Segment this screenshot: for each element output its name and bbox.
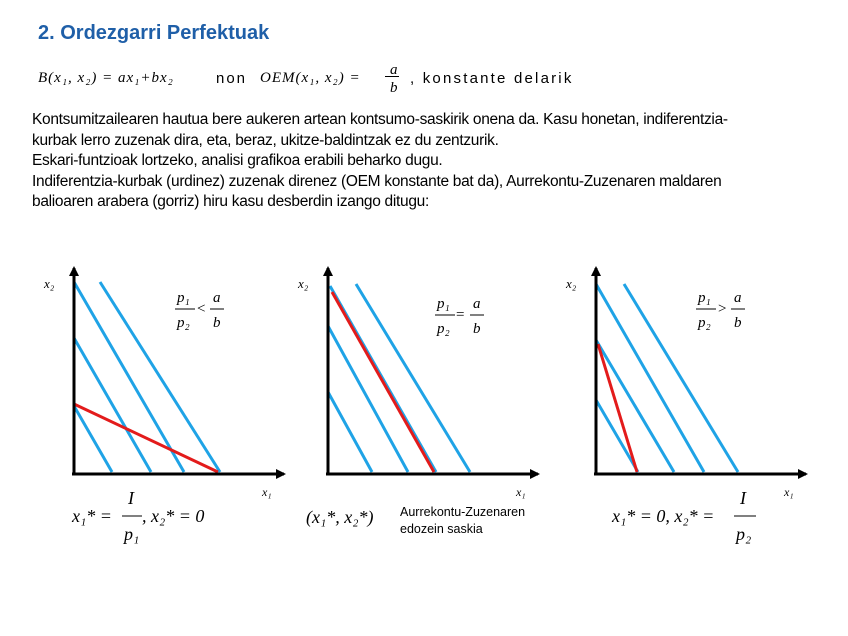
cond-operator: < — [197, 301, 206, 317]
demand-result — [611, 488, 756, 544]
cond-lhs-den: p₂ — [177, 315, 190, 331]
cond-rhs-den: b — [473, 321, 481, 337]
formula-tail: , konstante delarik — [410, 70, 574, 87]
indifference-curve — [596, 284, 704, 472]
indifference-curve — [74, 406, 112, 472]
result-part: I — [740, 488, 746, 508]
x-axis-label: x₁ — [262, 485, 272, 499]
cond-rhs-num: a — [473, 296, 481, 312]
indifference-curve — [74, 338, 151, 472]
cond-lhs-den: p₂ — [698, 315, 711, 331]
result-part: (x₁*, x₂*) — [306, 507, 374, 527]
y-axis-label: x₂ — [566, 276, 577, 291]
cond-rhs-num: a — [734, 290, 742, 306]
oem-frac-num: a — [390, 62, 399, 78]
cond-rhs-num: a — [213, 290, 221, 306]
graph-case-3 — [565, 268, 806, 544]
slope-condition — [696, 290, 745, 331]
budget-line — [332, 292, 434, 472]
result-part: Aurrekontu-Zuzenaren — [400, 505, 526, 519]
indifference-curves — [596, 284, 738, 472]
slope-condition — [175, 290, 224, 331]
slope-condition — [435, 296, 484, 337]
result-part: x₁* = — [72, 506, 112, 526]
graph-case-2 — [297, 268, 538, 536]
result-part: edozein saskia — [400, 522, 483, 536]
demand-result — [306, 505, 525, 536]
cond-lhs-den: p₂ — [437, 321, 450, 337]
indifference-curve — [356, 284, 470, 472]
result-part: p₁ — [124, 524, 140, 544]
indifference-curves — [328, 284, 470, 472]
utility-function: B(x₁, x₂) = ax₁+bx₂ — [38, 70, 174, 86]
indifference-curve — [596, 340, 674, 472]
paragraph-line: Kontsumitzailearen hautua bere aukeren artean kontsumo-saskirik onena da. Kasu honetan, indiferentzia- — [32, 111, 728, 128]
non-word: non — [216, 70, 248, 87]
result-part: I — [128, 488, 134, 508]
graph-case-1 — [43, 268, 284, 544]
cond-operator: > — [718, 301, 727, 317]
cond-rhs-den: b — [734, 315, 742, 331]
oem-frac-den: b — [390, 80, 399, 96]
demand-result — [71, 488, 204, 544]
paragraph-line: kurbak lerro zuzenak dira, eta, beraz, ukitze-baldintzak ez du zentzurik. — [32, 131, 499, 149]
budget-line — [598, 344, 637, 472]
indifference-curve — [74, 282, 184, 472]
paragraph-line: balioaren arabera (gorriz) hiru kasu desberdin izango ditugu: — [32, 193, 429, 210]
y-axis-label: x₂ — [44, 276, 55, 291]
x-axis-label: x₁ — [784, 485, 794, 499]
paragraph-line: Eskari-funtzioak lortzeko, analisi grafikoa erabili beharko dugu. — [32, 152, 443, 169]
x-axis-label: x₁ — [516, 485, 526, 499]
page-title: 2. Ordezgarri Perfektuak — [38, 22, 270, 44]
cond-lhs-num: p₁ — [437, 296, 450, 312]
y-axis-label: x₂ — [298, 276, 309, 291]
cond-lhs-num: p₁ — [177, 290, 190, 306]
cond-operator: = — [456, 307, 465, 323]
cond-lhs-num: p₁ — [698, 290, 711, 306]
result-part: x₁* = 0, x₂* = — [612, 506, 715, 526]
result-part: , x₂* = 0 — [142, 506, 205, 526]
oem-lhs: OEM(x₁, x₂) = — [260, 70, 361, 86]
cond-rhs-den: b — [213, 315, 221, 331]
indifference-curve — [328, 392, 372, 472]
paragraph-line: Indiferentzia-kurbak (urdinez) zuzenak direnez (OEM konstante bat da), Aurrekontu-Zuzenaren maldaren — [32, 172, 722, 190]
result-part: p₂ — [736, 524, 752, 544]
